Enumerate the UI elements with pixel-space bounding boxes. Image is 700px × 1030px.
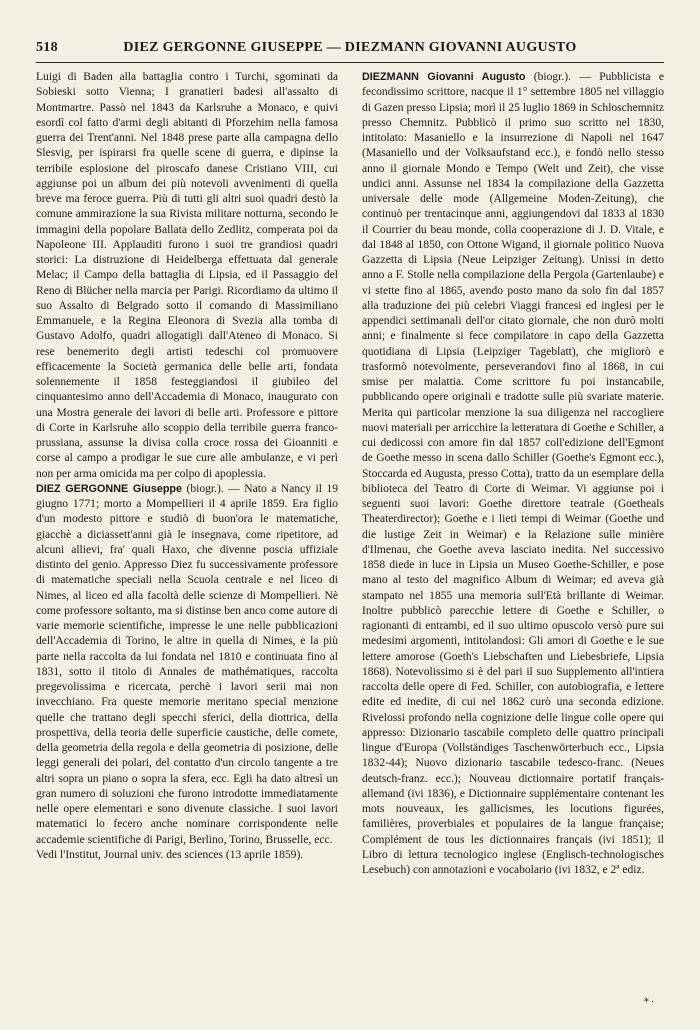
entry-headword: DIEZ GERGONNE Giuseppe bbox=[36, 482, 183, 495]
left-column bbox=[36, 70, 338, 1000]
page-header bbox=[36, 40, 664, 63]
page-number: 518 bbox=[36, 40, 58, 55]
entry-body: (biogr.). — Pubblicista e fecondissimo scrittore, nacque il 1° settembre 1805 nel villaggio di Gazen presso Lipsia; morì il 25 luglio 1869 in Schloschemnitz presso Chemnitz. Pubblicò il primo suo scritto nel 1830, intitolato: Masaniello e la insurrezione di Napoli nel 1647 (Masaniello und der Volksaufstand ecc.), e fondò nello stesso anno il giornale Mondo e Tempo (Welt und Zeit), che visse undici anni. Assunse nel 1834 la compilazione della Gazzetta universale delle mode (Allgemeine Moden-Zeitung), che continuò per trentacinque anni, aggiungendovi dal 1833 al 1830 il Courrier du beau monde, colla cooperazione di J. D. Vitale, e dal 1848 al 1850, con Ottone Wigand, il giornale politico Nuova Gazzetta di Lipsia (Neue Leipziger Zeitung). Unissi in detto anno a F. Stolle nella compilazione della Pergola (Gartenlaube) e vi stette fino al 1865, avendo posto mano da solo fin dal 1857 alla traduzione dei più celebri Viaggi francesi ed inglesi per le appendici settimanali dell'or citato giornale, che non durò molti anni; e finalmente si fece compilatore in capo della Gazzetta quotidiana di Lipsia (Leipziger Tageblatt), che migliorò e trasformò notevolmente, perseverandovi fino al 1868, in cui smise per malattia. Come scrittore fu poi instancabile, pubblicando opere originali e tradotte sulle più svariate materie. Merita qui particolar menzione la sua diligenza nel raccogliere nuovi materiali per arricchire la letteratura di Goethe e Schiller, a cui dedicossi con amore fin dal 1857 coll'edizione dell'Egmont de Goethe messo in scena dallo Schiller (Goethe's Egmont ecc.), Stoccarda ed Augusta, presso Cotta), tratto da un esemplare della biblioteca del Teatro di Corte di Weimar. Vi aggiunse poi i seguenti suoi lavori: Goethe direttore teatrale (Goetheals Theaterdirector); Goethe e i lieti tempi di Weimar (Goethe und die lustige Zeit in Weimar) e la Relazione sulle minière d'Ilmenau, che Goethe aveva lasciato inedita. Nel successivo 1858 diede in luce in Lipsia un Museo Goethe-Schiller, e pose mano al testo del magnifico Album di Weimar; ed aveva già stampato nel 1855 una memoria sull'Età brillante di Weimar. Inoltre pubblicò parecchie lettere di Goethe e Schiller, o ragionanti di entrambi, ed il suo ultimo opuscolo versò pure sui medesimi argomenti, intitolandosi: Gli amori di Goethe e le sue lettere amorose (Goeth's Liebschaften und Liebesbriefe, Lipsia 1868). Notevolissimo si è del pari il suo Supplemento all'intiera raccolta delle opere di Fed. Schiller, con autobiografia, e lettere edite ed inedite, di cui nel 1862 curò una seconda edizione. Rivelossi profondo nella cognizione delle lingue colle opere qui appresso: Dizionario tascabile completo delle quattro principali lingue d'Europa (Vollständiges Taschenwörterbuch ecc., Lipsia 1832-44); Nuovo dizionario tascabile tedesco-franc. (Neues deutsch-franz. ecc.); Nouveau dictionnaire portatif français-allemand (ivi 1836), e Dictionnaire supplémentaire contenant les mots nouveaux, les gallicismes, les locutions figurées, familières, proverbiales et populaires de la langue française; Complément de tous les dictionnaires français (ivi 1851); il Libro di lettura tecnologico inglese (Englisch-technologisches Lesebuch) con annotazioni e vocabolario (ivi 1832, e 2ª ediz. bbox=[362, 71, 664, 876]
right-column bbox=[362, 70, 664, 1000]
paragraph-continuation: Luigi di Baden alla battaglia contro i Turchi, sgominati da Sobieski sotto Vienna; I granatieri badesi all'assalto di Montmartre. Passò nel 1843 da Karlsruhe a Monaco, e quivi esordì col fatto d'armi degli abitanti di Pforzehim nella famosa guerra dei Trent'anni. Nel 1848 prese parte alla campagna dello Slesvig, per ispirarsi fra quelle scene di guerra, e dipinse la terribile esplosione del piroscafo danese Cristiano VIII, cui aggiunse poi un album dei più notevoli avvenimenti di quella breve ma feroce guerra. Più di tutti gli altri suoi quadri destò la comune ammirazione la sua Rivista militare notturna, secondo le immagini della popolare Ballata dello Zedlitz, comperata poi da Napoleone III. Applauditi furono i suoi tre grandiosi quadri storici: La distruzione di Heidelberga effettuata dal generale Melac; il Campo della battaglia di Lipsia, ed il Passaggio del Reno di Blücher nella marcia per Parigi. Ricordiamo da ultimo il suo Assalto di Belgrado sotto il comando di Massimiliano Emmanuele, e la Regina Eleonora di Svezia alla tomba di Gustavo Adolfo, quadri allogatigli dall'Ateneo di Monaco. Si rese benemerito degli artisti tedeschi col promuovere efficacemente la Società germanica delle belle arti, fondata solennemente il 1858 festeggiandosi il giubileo del cinquantesimo anno dell'Accademia di Monaco, inaugurato con una Mostra generale dei lavori di belle arti. Professore e pittore di Corte in Karlsruhe allo scoppio della terribile guerra franco-prussiana, assunse la divisa colla croce rossa dei Gioanniti e corse al campo a prodigar le sue cure alle ambulanze, e vi perì non per arma omicida ma per colpo di apoplessia. bbox=[36, 71, 338, 480]
entry-diezmann bbox=[362, 70, 664, 878]
footer-mark: *· bbox=[643, 997, 656, 1008]
text-columns bbox=[36, 70, 664, 1000]
entry-headword: DIEZMANN Giovanni Augusto bbox=[362, 71, 526, 83]
entry-body: (biogr.). — Nato a Nancy il 19 giugno 1771; morto a Mompellieri il 4 aprile 1859. Era figlio d'un modesto pittore e studiò di buon'ora le matematiche, giacchè a diciassett'anni già le insegnava, come ripetitore, ad alcuni allievi, fra' quali Haxo, che divenne poscia uffiziale distinto del genio. Appresso Diez fu successivamente professore di matematiche speciali nella Scuola centrale e nel liceo di Nimes, al liceo ed alla facoltà delle scienze di Mompellieri. Nè come professore soltanto, ma si distinse ben anco come autore di varie memorie scientifiche, impresse le une nelle pubblicazioni dell'Accademia di Torino, le altre in quella di Nimes, e la più parte nella raccolta da lui fondata nel 1810 e continuata fino al 1831, sotto il titolo di Annales de mathématiques, raccolta pregevolissima e ricercata, perchè i lavori serii mai non invecchiano. Fra queste memorie meritano special menzione quelle che trattano degli specchi sferici, della diottrica, della prospettiva, della teoria delle superficie caustiche, delle comete, della geometria della regola e della geometria di posizione, delle leggi generali dei polari, del contatto d'un circolo tangente a tre altri sopra un piano o sopra la sfera, ecc. Egli ha dato altresì un gran numero di soluzioni che furono introdotte immediatamente nelle opere elementari e sono divenute classiche. I suoi lavori matematici lo fecero anche nominare corrispondente nelle accademie scientifiche di Parigi, Berlino, Torino, Brusselle, ecc. bbox=[36, 482, 339, 846]
reference-note: Vedi l'Institut, Journal univ. des sciences (13 aprile 1859). bbox=[36, 848, 304, 861]
entry-diez-gergonne bbox=[36, 482, 338, 848]
running-title: DIEZ GERGONNE GIUSEPPE — DIEZMANN GIOVANNI AUGUSTO bbox=[123, 40, 577, 55]
